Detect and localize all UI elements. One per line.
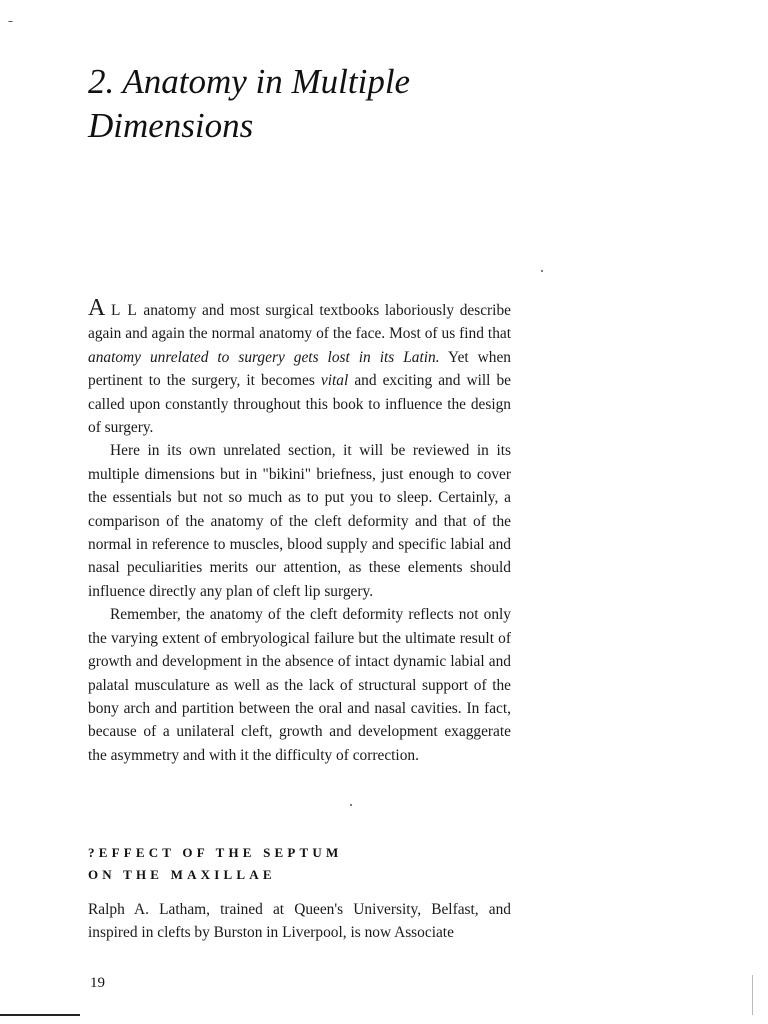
intro-paragraph-1	[88, 295, 512, 439]
intro-paragraph-1-part-b: Yet when pertinent to the surgery, it becomes	[88, 348, 512, 390]
section-heading-line-2: ON THE MAXILLAE	[88, 867, 276, 882]
page-number: 19	[90, 975, 105, 991]
section-paragraph-1: Ralph A. Latham, trained at Queen's University, Belfast, and inspired in clefts by Burston in Liverpool, is now Associate	[88, 901, 511, 942]
intro-paragraph-2: Here in its own unrelated section, it will be reviewed in its multiple dimensions but in "bikini" briefness, just enough to cover the essentials but not so much as to put you to sleep. Certainly, a comparison of the anatomy of the cleft deformity and that of the normal in reference to muscles, blood supply and specific labial and nasal peculiarities merits our attention, as these elements should influence directly any plan of cleft lip surgery.	[88, 442, 511, 600]
intro-text	[88, 295, 512, 767]
section-text	[88, 898, 511, 945]
drop-cap: A	[88, 295, 106, 321]
chapter-title	[88, 60, 648, 148]
opening-small-caps: L L	[110, 302, 138, 319]
intro-paragraph-1-part-a: anatomy and most surgical textbooks laboriously describe again and again the normal anatomy of the face. Most of us find that	[88, 302, 511, 343]
scan-speck	[350, 804, 352, 806]
scan-edge-rule	[0, 1014, 80, 1016]
intro-paragraph-3: Remember, the anatomy of the cleft deformity reflects not only the varying extent of embryological failure but the ultimate result of growth and development in the absence of intact dynamic labial and palatal musculature as well as the lack of structural support of the bony arch and partition between the oral and nasal cavities. In fact, because of a unilateral cleft, growth and development exaggerate the asymmetry and with it the difficulty of correction.	[88, 606, 511, 764]
scan-speck	[541, 270, 543, 272]
intro-emphasis-latin: anatomy unrelated to surgery gets lost in its Latin.	[88, 348, 440, 366]
section-heading	[88, 842, 511, 886]
scan-speck	[8, 21, 13, 22]
chapter-title-line-1: 2. Anatomy in Multiple	[88, 62, 411, 101]
scan-speck	[752, 975, 753, 1015]
intro-emphasis-vital: vital	[320, 372, 349, 390]
chapter-title-line-2: Dimensions	[88, 106, 254, 145]
intro-paragraph-1-part-c: and exciting and will be called upon constantly throughout this book to influence the design of surgery.	[88, 372, 512, 437]
section-heading-line-1: ?EFFECT OF THE SEPTUM	[88, 845, 343, 860]
